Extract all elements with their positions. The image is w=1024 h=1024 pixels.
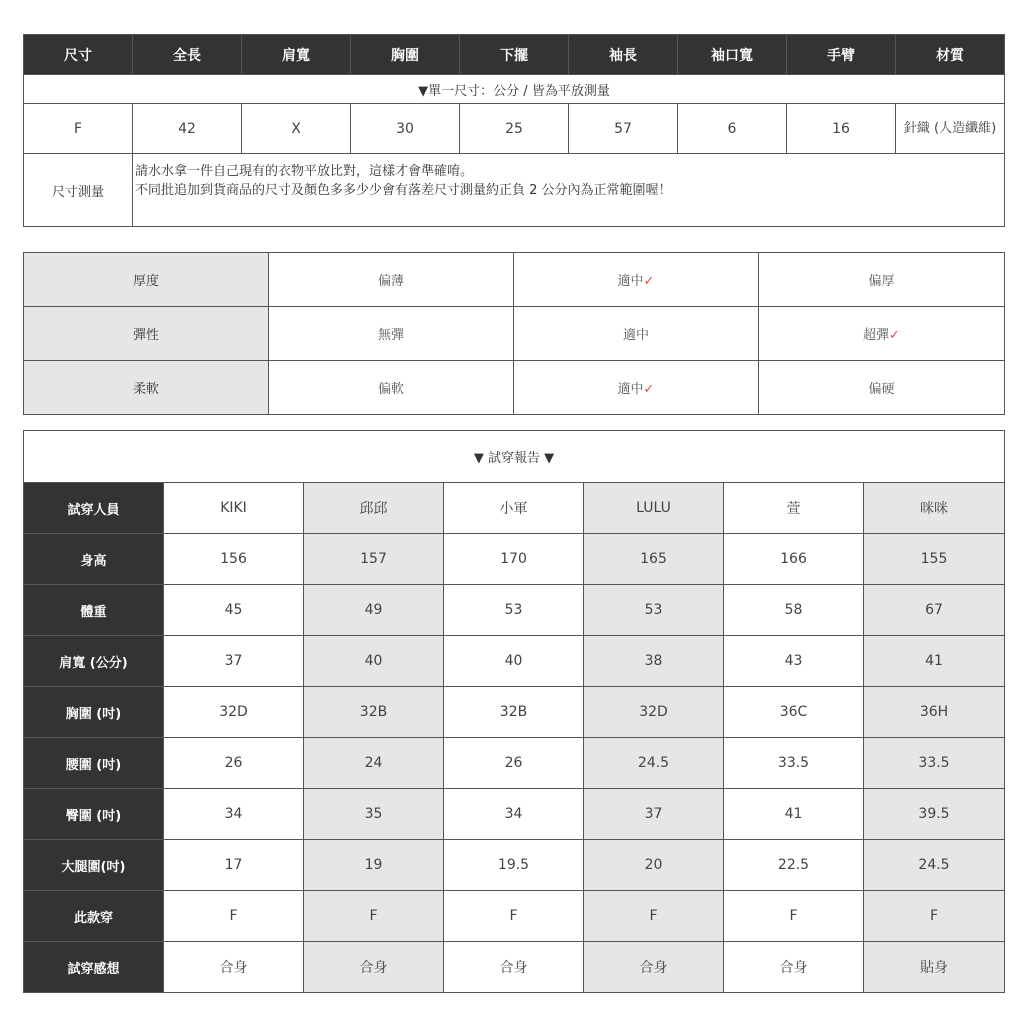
feel-option (514, 253, 759, 307)
header-shoulder: 肩寬 (242, 35, 351, 75)
size-table-caption: ▼單一尺寸：公分 / 皆為平放測量 (24, 75, 1005, 104)
row-label: 身高 (24, 534, 164, 585)
measure-note-line: 請水水拿一件自己現有的衣物平放比對，這樣才會準確唷。 (135, 164, 474, 179)
tryon-report-caption: ▼ 試穿報告 ▼ (24, 431, 1005, 483)
feel-option-text: 偏薄 (377, 274, 404, 289)
tryon-cell: 32B (304, 687, 444, 738)
feel-option (269, 253, 514, 307)
tryon-cell: 合身 (444, 942, 584, 993)
value-sleeve-length: 57 (569, 104, 678, 154)
tryon-cell: 24 (304, 738, 444, 789)
tryon-cell: 17 (164, 840, 304, 891)
tryon-cell: 166 (724, 534, 864, 585)
feel-option-text: 無彈 (377, 328, 404, 343)
header-chest: 胸圍 (351, 35, 460, 75)
tryon-cell: 41 (864, 636, 1005, 687)
tryon-cell: 40 (304, 636, 444, 687)
row-label: 胸圍 (吋) (24, 687, 164, 738)
tryon-cell: 43 (724, 636, 864, 687)
check-mark-icon: ✓ (643, 274, 655, 289)
feel-option-text: 偏硬 (868, 382, 895, 397)
tryon-people-row (24, 483, 1005, 534)
tryon-cell: F (864, 891, 1005, 942)
tryon-cell: 26 (164, 738, 304, 789)
tryon-cell: 36C (724, 687, 864, 738)
value-cuff-width: 6 (678, 104, 787, 154)
check-mark-icon: ✓ (889, 328, 900, 343)
measure-note-label: 尺寸測量 (24, 154, 133, 227)
header-hem: 下擺 (460, 35, 569, 75)
measure-note (133, 154, 1005, 227)
tryon-cell: 合身 (304, 942, 444, 993)
tryon-cell: 32B (444, 687, 584, 738)
size-table (23, 34, 1005, 227)
value-length: 42 (133, 104, 242, 154)
tryon-cell: 34 (444, 789, 584, 840)
fabric-feel-table (23, 252, 1005, 415)
tryon-row (24, 636, 1005, 687)
tryon-cell: 33.5 (724, 738, 864, 789)
tryon-cell: 39.5 (864, 789, 1005, 840)
tryon-person-name: LULU (584, 483, 724, 534)
tryon-cell: 53 (584, 585, 724, 636)
header-cuff-width: 袖口寬 (678, 35, 787, 75)
tryon-person-name: 小軍 (444, 483, 584, 534)
tryon-cell: 24.5 (864, 840, 1005, 891)
tryon-report-table (23, 430, 1005, 993)
feel-label: 厚度 (24, 253, 269, 307)
row-label: 體重 (24, 585, 164, 636)
feel-option (514, 361, 759, 415)
tryon-row (24, 534, 1005, 585)
value-material: 針織 (人造纖維) (896, 104, 1005, 154)
tryon-cell: 170 (444, 534, 584, 585)
tryon-cell: 157 (304, 534, 444, 585)
feel-option-text: 適中 (617, 382, 644, 397)
row-label: 大腿圍(吋) (24, 840, 164, 891)
measure-note-line: 不同批追加到貨商品的尺寸及顏色多多少少會有落差尺寸測量約正負 2 公分內為正常範圍喔！ (135, 183, 672, 198)
tryon-cell: 合身 (724, 942, 864, 993)
tryon-row (24, 687, 1005, 738)
value-chest: 30 (351, 104, 460, 154)
tryon-cell: 36H (864, 687, 1005, 738)
row-label: 臀圍 (吋) (24, 789, 164, 840)
tryon-cell: 24.5 (584, 738, 724, 789)
feel-row (24, 361, 1005, 415)
row-label: 腰圍 (吋) (24, 738, 164, 789)
value-hem: 25 (460, 104, 569, 154)
tryon-cell: 37 (164, 636, 304, 687)
feel-option-text: 適中 (622, 328, 649, 343)
tryon-cell: 32D (164, 687, 304, 738)
tryon-cell: 35 (304, 789, 444, 840)
tryon-cell: F (724, 891, 864, 942)
tryon-cell: F (304, 891, 444, 942)
tryon-cell: 156 (164, 534, 304, 585)
header-arm: 手臂 (787, 35, 896, 75)
tryon-cell: 33.5 (864, 738, 1005, 789)
feel-option (514, 307, 759, 361)
header-size: 尺寸 (24, 35, 133, 75)
row-label: 肩寬 (公分) (24, 636, 164, 687)
header-sleeve-length: 袖長 (569, 35, 678, 75)
tryon-row (24, 789, 1005, 840)
feel-row (24, 307, 1005, 361)
feel-option-text: 超彈 (863, 328, 890, 343)
header-length: 全長 (133, 35, 242, 75)
value-size: F (24, 104, 133, 154)
value-arm: 16 (787, 104, 896, 154)
tryon-row (24, 585, 1005, 636)
tryon-cell: 貼身 (864, 942, 1005, 993)
tryon-row (24, 738, 1005, 789)
tryon-row (24, 942, 1005, 993)
feel-row (24, 253, 1005, 307)
row-label: 試穿人員 (24, 483, 164, 534)
tryon-cell: 32D (584, 687, 724, 738)
tryon-cell: F (584, 891, 724, 942)
feel-option (759, 361, 1005, 415)
tryon-cell: 155 (864, 534, 1005, 585)
row-label: 此款穿 (24, 891, 164, 942)
tryon-cell: 58 (724, 585, 864, 636)
feel-option (759, 253, 1005, 307)
tryon-cell: 26 (444, 738, 584, 789)
tryon-person-name: 邱邱 (304, 483, 444, 534)
feel-option-text: 偏厚 (868, 274, 895, 289)
tryon-cell: 53 (444, 585, 584, 636)
tryon-row (24, 891, 1005, 942)
feel-option (759, 307, 1005, 361)
row-label: 試穿感想 (24, 942, 164, 993)
tryon-cell: 49 (304, 585, 444, 636)
tryon-cell: F (444, 891, 584, 942)
tryon-cell: F (164, 891, 304, 942)
feel-label: 彈性 (24, 307, 269, 361)
feel-option-text: 偏軟 (377, 382, 404, 397)
feel-label: 柔軟 (24, 361, 269, 415)
tryon-cell: 40 (444, 636, 584, 687)
tryon-cell: 20 (584, 840, 724, 891)
value-shoulder: X (242, 104, 351, 154)
tryon-cell: 45 (164, 585, 304, 636)
tryon-cell: 合身 (164, 942, 304, 993)
feel-option (269, 361, 514, 415)
tryon-cell: 67 (864, 585, 1005, 636)
tryon-cell: 19.5 (444, 840, 584, 891)
tryon-cell: 41 (724, 789, 864, 840)
tryon-person-name: 萱 (724, 483, 864, 534)
tryon-cell: 19 (304, 840, 444, 891)
tryon-person-name: 咪咪 (864, 483, 1005, 534)
check-mark-icon: ✓ (643, 382, 655, 397)
tryon-cell: 37 (584, 789, 724, 840)
feel-option (269, 307, 514, 361)
tryon-cell: 22.5 (724, 840, 864, 891)
tryon-row (24, 840, 1005, 891)
tryon-cell: 34 (164, 789, 304, 840)
tryon-cell: 165 (584, 534, 724, 585)
tryon-cell: 合身 (584, 942, 724, 993)
header-material: 材質 (896, 35, 1005, 75)
tryon-cell: 38 (584, 636, 724, 687)
feel-option-text: 適中 (617, 274, 644, 289)
tryon-person-name: KIKI (164, 483, 304, 534)
